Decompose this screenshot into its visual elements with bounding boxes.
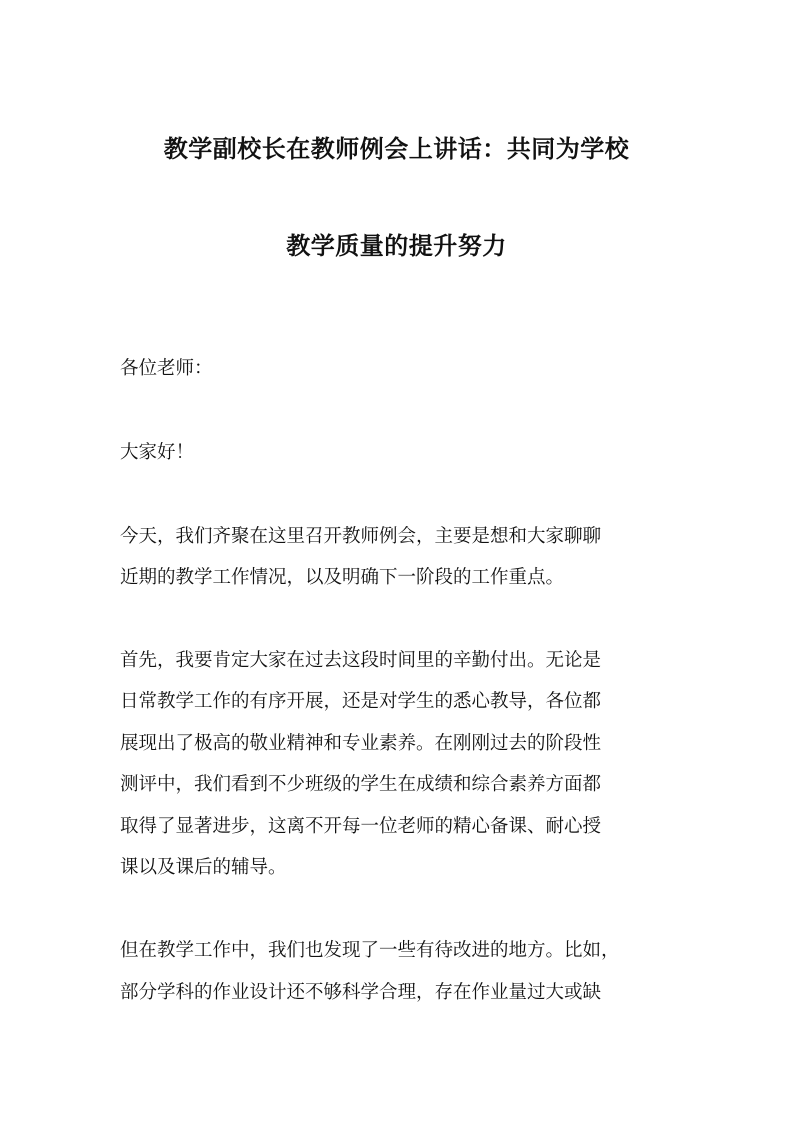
document-title-line-1: 教学副校长在教师例会上讲话：共同为学校 xyxy=(163,135,630,163)
greeting: 各位老师： xyxy=(120,358,213,379)
paragraph-3-line-2: 部分学科的作业设计还不够科学合理，存在作业量过大或缺 xyxy=(120,982,602,1003)
paragraph-2-line-5: 取得了显著进步，这离不开每一位老师的精心备课、耐心授 xyxy=(120,816,602,837)
document-title-line-2: 教学质量的提升努力 xyxy=(286,232,507,260)
paragraph-1-line-2: 近期的教学工作情况，以及明确下一阶段的工作重点。 xyxy=(120,567,565,588)
paragraph-2-line-3: 展现出了极高的敬业精神和专业素养。在刚刚过去的阶段性 xyxy=(120,733,602,754)
paragraph-2-line-1: 首先，我要肯定大家在过去这段时间里的辛勤付出。无论是 xyxy=(120,650,602,671)
paragraph-1-line-1: 今天，我们齐聚在这里召开教师例会，主要是想和大家聊聊 xyxy=(120,526,602,547)
paragraph-2-line-2: 日常教学工作的有序开展，还是对学生的悉心教导，各位都 xyxy=(120,691,602,712)
paragraph-2-line-4: 测评中，我们看到不少班级的学生在成绩和综合素养方面都 xyxy=(120,774,602,795)
paragraph-2-line-6: 课以及课后的辅导。 xyxy=(120,857,287,878)
hello-line: 大家好！ xyxy=(120,442,195,463)
paragraph-3-line-1: 但在教学工作中，我们也发现了一些有待改进的地方。比如， xyxy=(120,940,620,961)
